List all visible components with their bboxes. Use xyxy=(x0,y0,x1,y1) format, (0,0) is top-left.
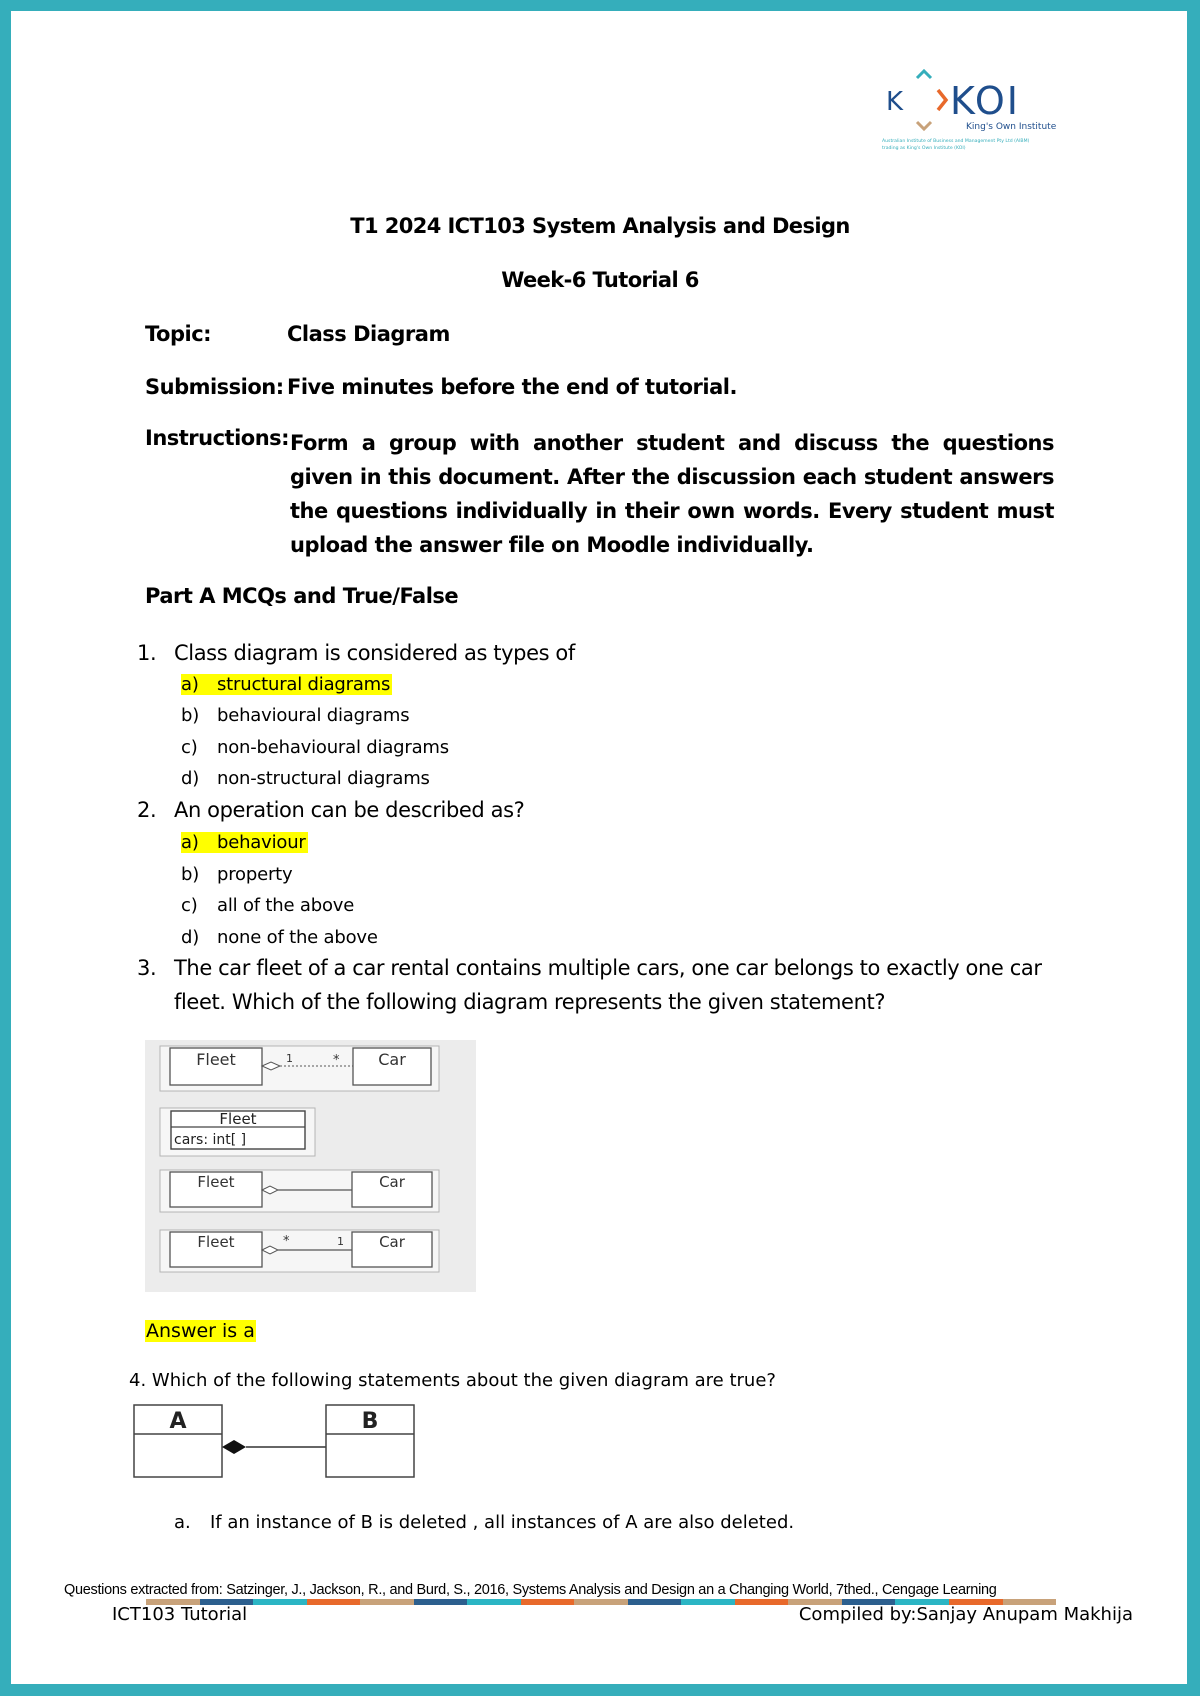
option-text: structural diagrams xyxy=(217,674,391,695)
footer-bar-segment xyxy=(574,1599,628,1605)
footer-bar-segment xyxy=(521,1599,575,1605)
logo-name: KOI xyxy=(950,79,1020,123)
option-letter: b) xyxy=(181,864,200,885)
q4-option-a xyxy=(174,1512,794,1533)
document-subtitle: Week-6 Tutorial 6 xyxy=(501,268,699,292)
koi-logo xyxy=(880,66,1060,166)
option-letter: c) xyxy=(181,737,198,758)
option-text: non-behavioural diagrams xyxy=(217,737,449,758)
option-text: none of the above xyxy=(217,927,378,948)
document-title: T1 2024 ICT103 System Analysis and Design xyxy=(350,214,850,238)
q4-composition-diagram xyxy=(133,1403,417,1479)
option-text: behaviour xyxy=(217,832,306,853)
q3-d-mult-many: * xyxy=(283,1234,290,1249)
q3-a-fleet-label: Fleet xyxy=(196,1050,236,1069)
footer-bar-segment xyxy=(414,1599,468,1605)
q4-class-a-label: A xyxy=(169,1409,187,1434)
footer-left: ICT103 Tutorial xyxy=(112,1604,248,1625)
footer-bar-segment xyxy=(307,1599,361,1605)
q3-c-fleet-label: Fleet xyxy=(197,1173,235,1191)
option-letter: b) xyxy=(181,705,200,726)
q1-option-a xyxy=(181,674,392,695)
q3-answer: Answer is a xyxy=(146,1320,255,1342)
topic-label: Topic: xyxy=(145,322,212,346)
q3-diagram-image xyxy=(145,1040,476,1292)
q3-d-car-label: Car xyxy=(379,1233,405,1251)
q2-option-b xyxy=(181,864,292,885)
footer-bar-segment xyxy=(360,1599,414,1605)
option-letter: d) xyxy=(181,927,200,948)
part-a-heading: Part A MCQs and True/False xyxy=(145,584,459,608)
option-letter: a) xyxy=(181,832,199,853)
option-letter: a) xyxy=(181,674,199,695)
option-text: behavioural diagrams xyxy=(217,705,410,726)
q1-option-c xyxy=(181,737,449,758)
q3-diagram-svg xyxy=(145,1040,476,1292)
submission-label: Submission: xyxy=(145,375,284,399)
instructions-text: Form a group with another student and discuss the questions given in this document. After the discussion each student answers the questions individually in their own words. Every student must upload the answer file on Moodle individually. xyxy=(290,431,1054,557)
q3-d-mult-one: 1 xyxy=(337,1235,344,1248)
submission-value: Five minutes before the end of tutorial. xyxy=(287,375,737,399)
option-letter: c) xyxy=(181,895,198,916)
q3-a-mult-many: * xyxy=(333,1053,340,1068)
q3-b-fleet-label: Fleet xyxy=(219,1110,257,1128)
question-text-line1: The car fleet of a car rental contains multiple cars, one car belongs to exactly one car xyxy=(174,956,1042,980)
option-text: non-structural diagrams xyxy=(217,768,430,789)
q2-option-c xyxy=(181,895,354,916)
logo-tagline: King's Own Institute xyxy=(966,122,1057,132)
question-1 xyxy=(137,641,575,665)
footer-bar-segment xyxy=(467,1599,521,1605)
q3-b-cars-attr: cars: int[ ] xyxy=(174,1132,247,1148)
question-text: An operation can be described as? xyxy=(174,798,525,822)
question-4: 4. Which of the following statements about the given diagram are true? xyxy=(129,1370,776,1391)
footer-bar-segment xyxy=(628,1599,682,1605)
footer-bar-segment xyxy=(681,1599,735,1605)
svg-text:K: K xyxy=(886,87,904,117)
question-text: Class diagram is considered as types of xyxy=(174,641,575,665)
option-letter: d) xyxy=(181,768,200,789)
footer-bar-segment xyxy=(735,1599,789,1605)
q2-option-d xyxy=(181,927,378,948)
option-text: If an instance of B is deleted , all instances of A are also deleted. xyxy=(210,1512,795,1533)
option-text: property xyxy=(217,864,293,885)
q1-option-d xyxy=(181,768,430,789)
footer-right: Compiled by:Sanjay Anupam Makhija xyxy=(798,1604,1133,1625)
q3-a-mult-one: 1 xyxy=(286,1052,293,1065)
question-number: 2. xyxy=(137,798,157,822)
option-letter: a. xyxy=(174,1512,191,1533)
logo-fine-print xyxy=(882,138,1060,152)
question-2 xyxy=(137,798,524,822)
option-text: all of the above xyxy=(217,895,355,916)
footer-bar-segment xyxy=(253,1599,307,1605)
q1-option-b xyxy=(181,705,409,726)
question-number: 3. xyxy=(137,956,157,980)
q3-c-car-label: Car xyxy=(379,1173,405,1191)
question-number: 1. xyxy=(137,641,157,665)
q2-option-a xyxy=(181,832,308,853)
logo-fine-print-line1: Australian Institute of Business and Management Pty Ltd (AIBM) xyxy=(882,139,1030,144)
logo-fine-print-line2: trading as King's Own Institute (KOI) xyxy=(882,146,966,151)
instructions-label: Instructions: xyxy=(145,426,290,450)
q4-class-b-label: B xyxy=(361,1409,379,1434)
q4-composition-diamond xyxy=(222,1440,246,1454)
question-3-text-line2: fleet. Which of the following diagram represents the given statement? xyxy=(174,990,886,1014)
q3-d-fleet-label: Fleet xyxy=(197,1233,235,1251)
q3-a-car-label: Car xyxy=(378,1050,406,1069)
footer-source: Questions extracted from: Satzinger, J., Jackson, R., and Burd, S., 2016, Systems Analysis and Design an a Changing World, 7thed., Cengage Learning xyxy=(64,1582,997,1598)
topic-value: Class Diagram xyxy=(287,322,450,346)
question-3 xyxy=(137,956,1042,980)
